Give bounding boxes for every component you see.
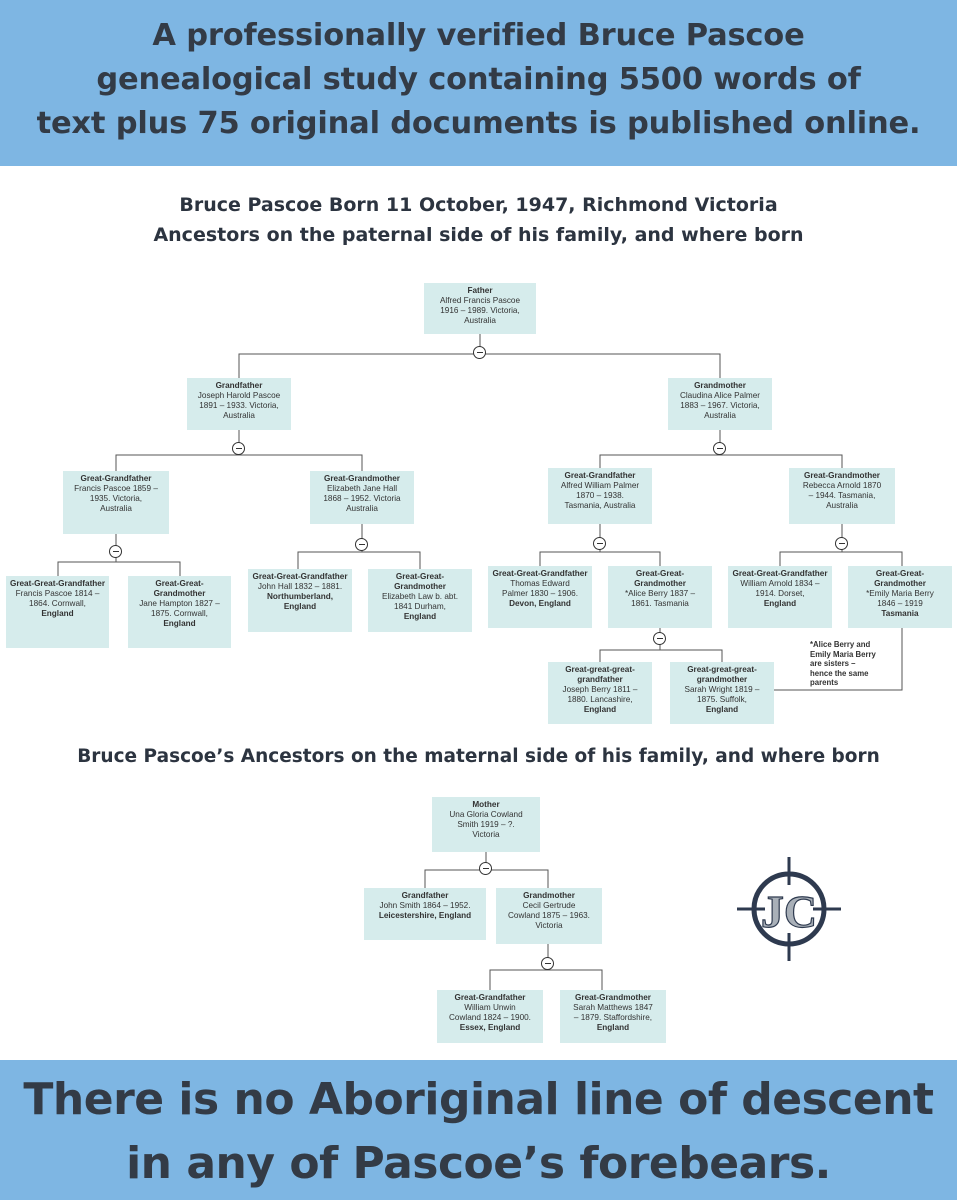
node-role: Great-Great-Grandmother xyxy=(874,569,926,588)
node-detail: Cowland 1875 – 1963. xyxy=(508,911,590,920)
node-detail: – 1879. Staffordshire, xyxy=(573,1013,653,1022)
node-ggf-thomas xyxy=(488,566,592,628)
node-detail: Tasmania, Australia xyxy=(564,501,636,510)
node-detail: Cowland 1824 – 1900. xyxy=(449,1013,531,1022)
node-detail: 1935. Victoria, xyxy=(89,494,143,503)
node-place: England xyxy=(403,612,437,621)
node-detail: 1875. Suffolk, xyxy=(697,695,747,704)
node-detail: 1864. Cornwall, xyxy=(29,599,86,608)
node-detail: William Unwin xyxy=(464,1003,516,1012)
node-detail: Sarah Wright 1819 – xyxy=(684,685,760,694)
node-role: Grandmother xyxy=(694,381,746,390)
node-maternal-gg-william xyxy=(437,990,543,1043)
node-detail: Joseph Berry 1811 – xyxy=(562,685,638,694)
collapse-toggle-icon[interactable] xyxy=(713,442,726,455)
node-role: Grandfather xyxy=(215,381,263,390)
node-detail: Joseph Harold Pascoe xyxy=(197,391,281,400)
node-role: Great-Great-Grandmother xyxy=(153,579,206,598)
top-headline-line: A professionally verified Bruce Pascoe xyxy=(152,18,805,53)
top-headline-line: genealogical study containing 5500 words of xyxy=(96,62,861,97)
collapse-toggle-icon[interactable] xyxy=(835,537,848,550)
node-detail: *Emily Maria Berry xyxy=(866,589,934,598)
node-detail: 1914. Dorset, xyxy=(755,589,805,598)
node-place: Devon, England xyxy=(509,599,571,608)
node-detail: William Arnold 1834 – xyxy=(740,579,820,588)
node-place: Leicestershire, England xyxy=(378,911,472,920)
collapse-toggle-icon[interactable] xyxy=(541,957,554,970)
node-place: Essex, England xyxy=(459,1023,521,1032)
node-detail: John Smith 1864 – 1952. xyxy=(379,901,471,910)
node-ggf-francis xyxy=(6,576,109,648)
node-detail: Victoria xyxy=(472,830,500,839)
node-role: Grandfather xyxy=(401,891,449,900)
node-gggm-sarah xyxy=(670,662,774,724)
node-place: Northumberland, England xyxy=(267,592,333,611)
note-line: are sisters – xyxy=(810,659,856,668)
bottom-headline-line: There is no Aboriginal line of descent xyxy=(23,1074,934,1125)
node-ggm-alice xyxy=(608,566,712,628)
node-detail: Alfred William Palmer xyxy=(560,481,640,490)
node-detail: Francis Pascoe 1859 – xyxy=(74,484,158,493)
node-role: Great-Grandmother xyxy=(804,471,880,480)
node-place: England xyxy=(705,705,739,714)
collapse-toggle-icon[interactable] xyxy=(232,442,245,455)
node-role: Great-Great-Grandmother xyxy=(394,572,446,591)
node-detail: Australia xyxy=(464,316,496,325)
top-banner xyxy=(0,0,957,166)
node-detail: Cecil Gertrude xyxy=(522,901,576,910)
node-detail: Sarah Matthews 1847 xyxy=(573,1003,653,1012)
node-role: Great-Grandmother xyxy=(324,474,400,483)
node-detail: 1875. Cornwall, xyxy=(151,609,208,618)
collapse-toggle-icon[interactable] xyxy=(593,537,606,550)
node-great-grandmother-rebecca xyxy=(789,468,895,524)
node-great-grandfather-alfred xyxy=(548,468,652,524)
node-maternal-grandmother xyxy=(496,888,602,944)
node-maternal-gm-sarah xyxy=(560,990,666,1043)
node-ggm-emily xyxy=(848,566,952,628)
node-detail: *Alice Berry 1837 – xyxy=(624,589,696,598)
node-maternal-grandfather xyxy=(364,888,486,940)
node-detail: 1868 – 1952. Victoria xyxy=(323,494,401,503)
jc-crosshair-logo xyxy=(735,855,843,963)
node-mother xyxy=(432,797,540,852)
node-detail: Victoria xyxy=(535,921,563,930)
node-place: Tasmania xyxy=(881,609,919,618)
top-headline xyxy=(0,0,957,146)
node-detail: Elizabeth Law b. abt. xyxy=(381,592,458,601)
node-detail: 1861. Tasmania xyxy=(631,599,689,608)
node-detail: Jane Hampton 1827 – xyxy=(139,599,220,608)
node-detail: Francis Pascoe 1814 – xyxy=(15,589,100,598)
paternal-title-line: Bruce Pascoe Born 11 October, 1947, Richmond Victoria xyxy=(179,194,778,216)
maternal-section-title xyxy=(0,742,957,772)
node-detail: 1883 – 1967. Victoria, xyxy=(680,401,760,410)
node-role: Great-Great-Grandfather xyxy=(732,569,828,578)
node-role: Great-Great-Grandmother xyxy=(634,569,686,588)
collapse-toggle-icon[interactable] xyxy=(473,346,486,359)
node-role: Great-Grandfather xyxy=(80,474,152,483)
node-role: Great-great-great-grandfather xyxy=(565,665,635,684)
node-detail: Australia xyxy=(346,504,378,513)
node-grandmother xyxy=(668,378,772,430)
maternal-title-line: Bruce Pascoe’s Ancestors on the maternal side of his family, and where born xyxy=(77,746,880,767)
node-detail: 1846 – 1919 xyxy=(877,599,923,608)
node-role: Great-Great-Grandfather xyxy=(9,579,106,588)
node-place: England xyxy=(596,1023,630,1032)
node-detail: 1891 – 1933. Victoria, xyxy=(199,401,279,410)
node-role: Great-great-great-grandmother xyxy=(687,665,757,684)
note-line: *Alice Berry and xyxy=(810,640,871,649)
node-detail: Australia xyxy=(100,504,132,513)
node-place: England xyxy=(163,619,196,628)
node-role: Mother xyxy=(472,800,500,809)
node-role: Great-Grandfather xyxy=(564,471,636,480)
note-line: hence the same xyxy=(810,668,869,678)
node-detail: Palmer 1830 – 1906. xyxy=(501,589,578,598)
node-father xyxy=(424,283,536,334)
top-headline-line: text plus 75 original documents is published online. xyxy=(36,106,921,141)
node-detail: Thomas Edward xyxy=(510,579,570,588)
node-detail: Una Gloria Cowland xyxy=(449,810,523,819)
node-detail: Smith 1919 – ?. xyxy=(457,820,515,829)
node-detail: Claudina Alice Palmer xyxy=(679,391,761,400)
bottom-headline xyxy=(0,1060,957,1196)
note-line: Emily Maria Berry xyxy=(810,649,876,659)
node-detail: Rebecca Arnold 1870 xyxy=(802,481,882,490)
paternal-title-line: Ancestors on the paternal side of his family, and where born xyxy=(153,224,804,246)
node-ggm-jane xyxy=(128,576,231,648)
paternal-section-title xyxy=(0,190,957,250)
collapse-toggle-icon[interactable] xyxy=(653,632,666,645)
node-role: Grandmother xyxy=(523,891,575,900)
node-detail: Australia xyxy=(826,501,858,510)
node-role: Great-Great-Grandfather xyxy=(252,572,348,581)
node-place: England xyxy=(583,705,617,714)
node-detail: – 1944. Tasmania, xyxy=(808,491,876,500)
node-role: Father xyxy=(467,286,493,295)
logo-letters: JC xyxy=(760,886,818,937)
node-detail: Alfred Francis Pascoe xyxy=(439,296,521,305)
node-detail: John Hall 1832 – 1881. xyxy=(257,582,343,591)
bottom-headline-line: in any of Pascoe’s forebears. xyxy=(126,1138,831,1189)
node-ggf-john xyxy=(248,569,352,632)
note-line: parents xyxy=(810,678,839,687)
node-detail: 1870 – 1938. xyxy=(576,491,624,500)
collapse-toggle-icon[interactable] xyxy=(479,862,492,875)
berry-sisters-note xyxy=(810,640,890,688)
node-gggf-joseph xyxy=(548,662,652,724)
collapse-toggle-icon[interactable] xyxy=(109,545,122,558)
node-detail: 1916 – 1989. Victoria, xyxy=(440,306,520,315)
node-role: Great-Great-Grandfather xyxy=(492,569,588,578)
node-role: Great-Grandfather xyxy=(454,993,526,1002)
node-ggm-elizabeth xyxy=(368,569,472,632)
node-detail: 1841 Durham, xyxy=(394,602,446,611)
node-detail: Australia xyxy=(223,411,255,420)
node-place: England xyxy=(41,609,74,618)
node-detail: Elizabeth Jane Hall xyxy=(326,484,398,493)
node-place: England xyxy=(763,599,797,608)
node-grandfather xyxy=(187,378,291,430)
bottom-banner xyxy=(0,1060,957,1200)
node-detail: 1880. Lancashire, xyxy=(567,695,633,704)
collapse-toggle-icon[interactable] xyxy=(355,538,368,551)
node-great-grandmother-elizabeth xyxy=(310,471,414,524)
node-great-grandfather-francis xyxy=(63,471,169,534)
node-detail: Australia xyxy=(704,411,736,420)
node-role: Great-Grandmother xyxy=(575,993,651,1002)
node-ggf-william xyxy=(728,566,832,628)
